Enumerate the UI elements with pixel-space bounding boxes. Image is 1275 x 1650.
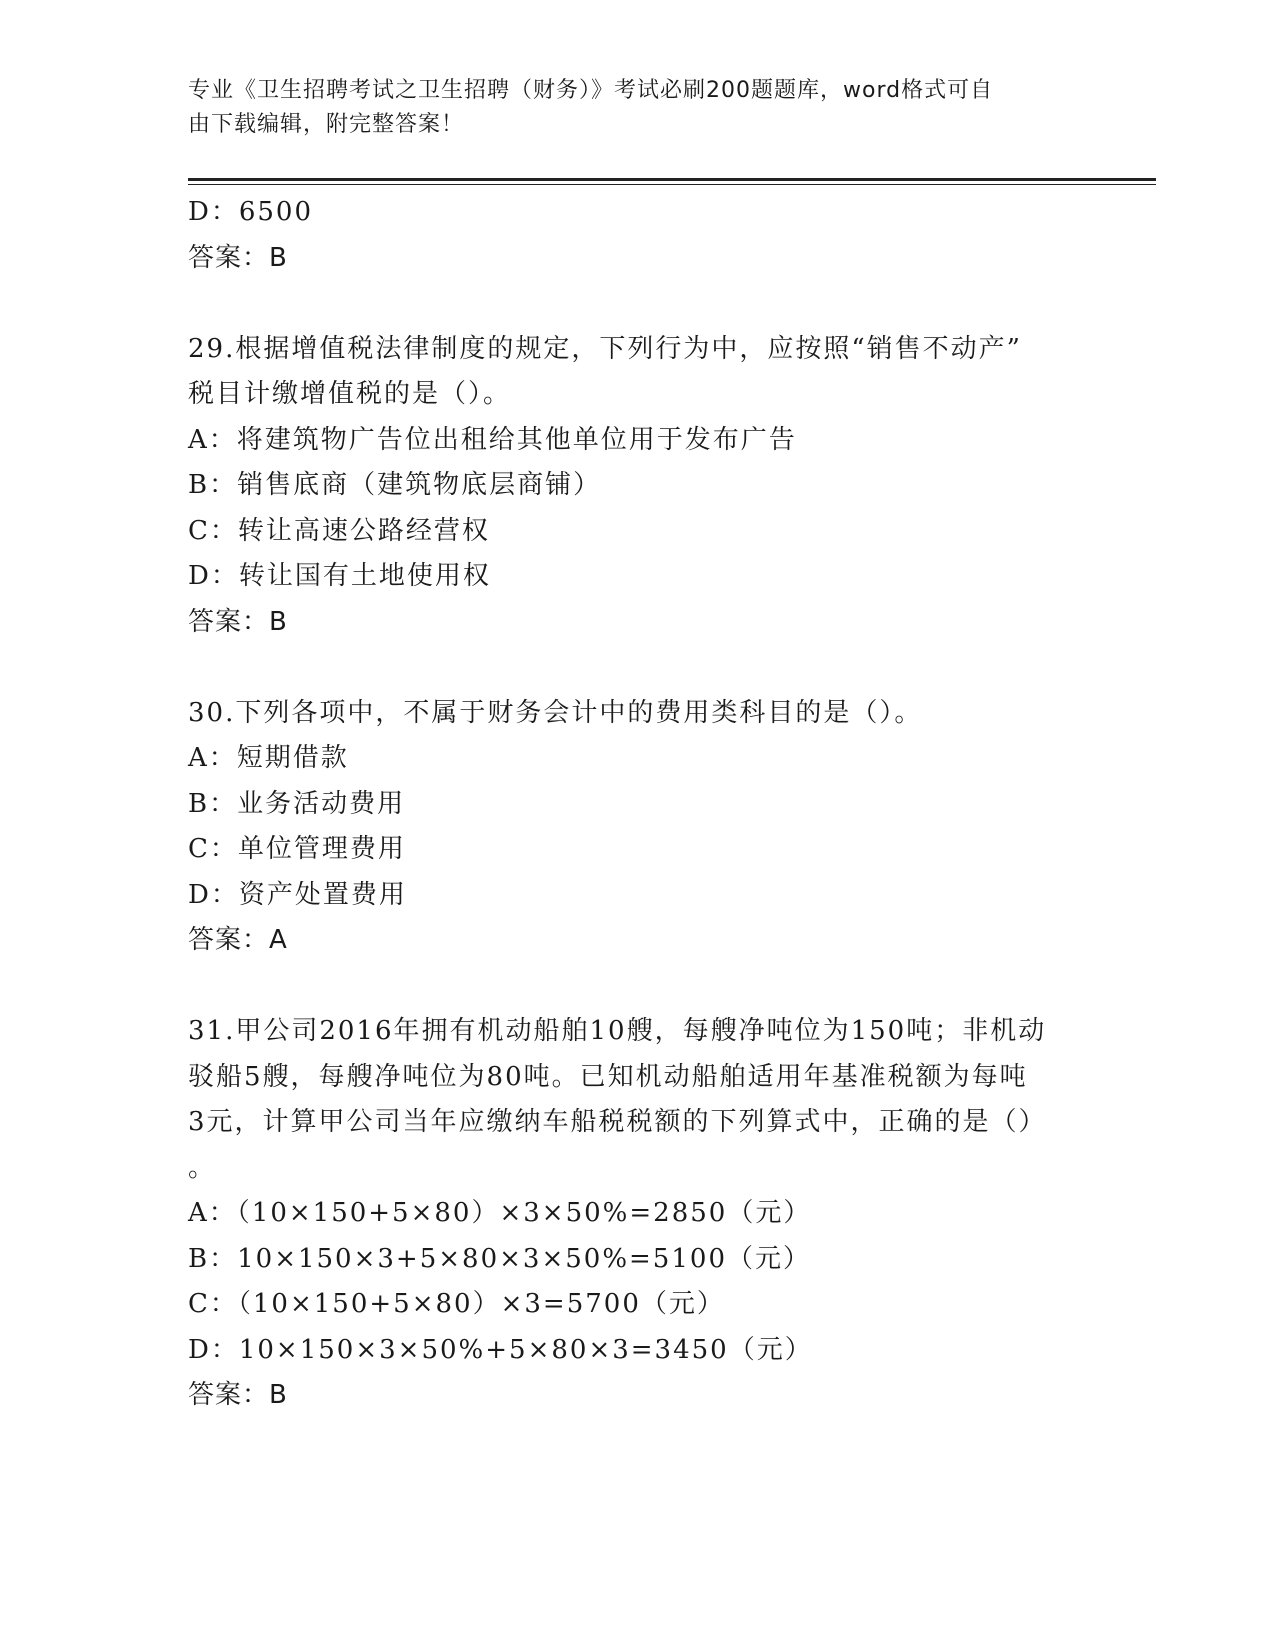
question-30-answer: 答案：A — [188, 925, 288, 955]
question-29-option-a: A：将建筑物广告位出租给其他单位用于发布广告 — [188, 424, 797, 455]
question-31-stem-line-4: 。 — [188, 1152, 217, 1183]
spacer — [188, 645, 1088, 691]
question-30-option-c: C：单位管理费用 — [188, 834, 406, 864]
question-30-option-d: D：资产处置费用 — [188, 879, 407, 910]
question-30-option-b: B：业务活动费用 — [188, 788, 406, 819]
question-30-option-a: A：短期借款 — [188, 743, 349, 773]
header-rule-thin — [188, 184, 1156, 185]
question-30 — [188, 691, 1088, 964]
question-31-option-a: A：（10×150+5×80）×3×50%=2850（元） — [188, 1198, 812, 1228]
question-31 — [188, 1009, 1088, 1419]
header-rule-thick — [188, 178, 1156, 181]
spacer — [188, 281, 1088, 327]
question-29-option-c: C：转让高速公路经营权 — [188, 515, 490, 546]
question-29-option-d: D：转让国有土地使用权 — [188, 561, 491, 591]
header-line-2: 由下载编辑，附完整答案！ — [188, 112, 465, 137]
question-30-stem-line-1: 30.下列各项中，不属于财务会计中的费用类科目的是（）。 — [188, 697, 923, 728]
question-31-answer: 答案：B — [188, 1380, 288, 1410]
question-29-stem-line-2: 税目计缴增值税的是（）。 — [188, 379, 512, 409]
question-29-answer: 答案：B — [188, 606, 288, 637]
prev-question-answer: 答案：B — [188, 242, 288, 273]
header-line-1: 专业《卫生招聘考试之卫生招聘（财务）》考试必刷200题题库，word格式可自 — [188, 78, 994, 103]
question-31-option-c: C：（10×150+5×80）×3=5700（元） — [188, 1289, 725, 1319]
question-31-stem-line-2: 驳船5艘，每艘净吨位为80吨。已知机动船舶适用年基准税额为每吨 — [188, 1061, 1028, 1092]
question-29-option-b: B：销售底商（建筑物底层商铺） — [188, 470, 602, 500]
question-29 — [188, 327, 1088, 646]
question-31-option-d: D：10×150×3×50%+5×80×3=3450（元） — [188, 1334, 813, 1365]
question-31-option-b: B：10×150×3+5×80×3×50%=5100（元） — [188, 1243, 811, 1274]
question-29-stem-line-1: 29.根据增值税法律制度的规定，下列行为中，应按照“销售不动产” — [188, 333, 1022, 364]
document-body — [188, 190, 1088, 1419]
question-31-stem-line-1: 31.甲公司2016年拥有机动船舶10艘，每艘净吨位为150吨；非机动 — [188, 1016, 1047, 1046]
question-31-stem-line-3: 3元，计算甲公司当年应缴纳车船税税额的下列算式中，正确的是（） — [188, 1107, 1047, 1137]
spacer — [188, 964, 1088, 1010]
document-header — [188, 74, 1068, 142]
prev-question-option-d: D：6500 — [188, 197, 314, 227]
